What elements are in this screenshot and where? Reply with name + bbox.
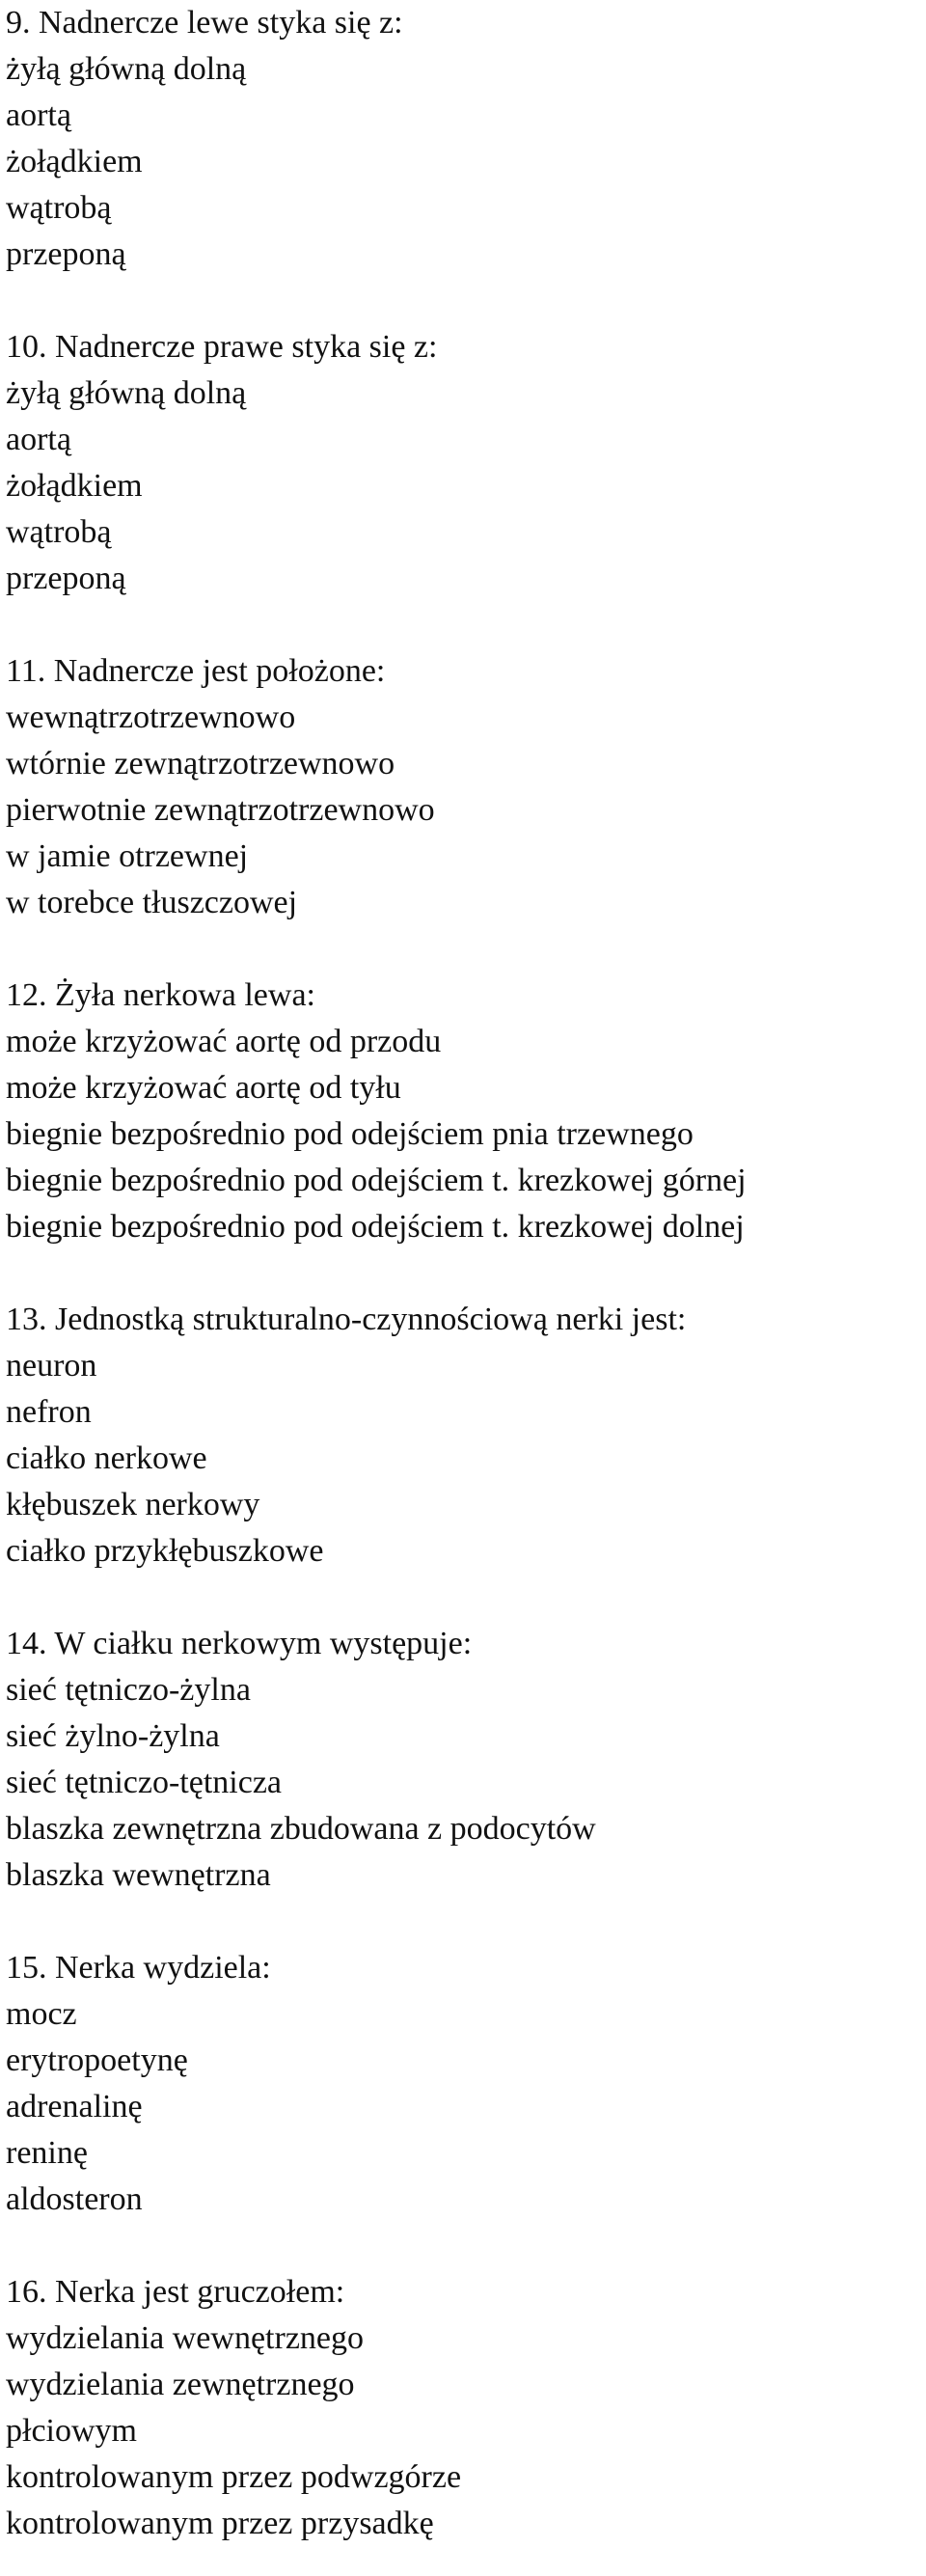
question-16-option-3: płciowym: [6, 2413, 137, 2449]
question-13-option-3: ciałko nerkowe: [6, 1440, 207, 1476]
question-9-option-4: wątrobą: [6, 190, 112, 226]
question-14-option-4: blaszka zewnętrzna zbudowana z podocytów: [6, 1811, 596, 1847]
question-10-option-4: wątrobą: [6, 514, 112, 550]
question-15-option-1: mocz: [6, 1996, 77, 2032]
question-10-option-1: żyłą główną dolną: [6, 375, 247, 411]
question-16-option-2: wydzielania zewnętrznego: [6, 2367, 355, 2402]
question-9-option-2: aortą: [6, 97, 71, 133]
question-16-option-5: kontrolowanym przez przysadkę: [6, 2506, 434, 2541]
question-15-option-4: reninę: [6, 2135, 88, 2171]
question-16-option-1: wydzielania wewnętrznego: [6, 2320, 364, 2356]
question-15-option-2: erytropoetynę: [6, 2042, 188, 2078]
question-13-prompt: 13. Jednostką strukturalno-czynnościową nerki jest:: [6, 1302, 687, 1337]
question-16-prompt: 16. Nerka jest gruczołem:: [6, 2274, 345, 2310]
question-13-option-4: kłębuszek nerkowy: [6, 1487, 260, 1522]
question-14-prompt: 14. W ciałku nerkowym występuje:: [6, 1626, 473, 1661]
question-15-option-5: aldosteron: [6, 2181, 143, 2217]
question-14-option-3: sieć tętniczo-tętnicza: [6, 1765, 282, 1800]
question-9-prompt: 9. Nadnercze lewe styka się z:: [6, 5, 403, 41]
question-10-option-2: aortą: [6, 422, 71, 457]
question-13-option-2: nefron: [6, 1394, 92, 1430]
question-11-option-1: wewnątrzotrzewnowo: [6, 699, 296, 735]
question-11-prompt: 11. Nadnercze jest położone:: [6, 653, 386, 689]
question-11-option-3: pierwotnie zewnątrzotrzewnowo: [6, 792, 435, 828]
question-13-option-1: neuron: [6, 1348, 97, 1384]
question-10-prompt: 10. Nadnercze prawe styka się z:: [6, 329, 438, 365]
question-14-option-1: sieć tętniczo-żylna: [6, 1672, 251, 1708]
question-9-option-5: przeponą: [6, 236, 126, 272]
question-10-option-3: żołądkiem: [6, 468, 143, 504]
question-9-option-1: żyłą główną dolną: [6, 51, 247, 87]
question-16-option-4: kontrolowanym przez podwzgórze: [6, 2459, 462, 2495]
question-11-option-5: w torebce tłuszczowej: [6, 885, 298, 920]
question-11-option-4: w jamie otrzewnej: [6, 838, 249, 874]
question-11-option-2: wtórnie zewnątrzotrzewnowo: [6, 746, 395, 781]
question-12-option-4: biegnie bezpośrednio pod odejściem t. krezkowej górnej: [6, 1163, 747, 1198]
question-12-option-1: może krzyżować aortę od przodu: [6, 1024, 442, 1059]
question-13-option-5: ciałko przykłębuszkowe: [6, 1533, 324, 1569]
question-12-option-2: może krzyżować aortę od tyłu: [6, 1070, 401, 1106]
question-12-prompt: 12. Żyła nerkowa lewa:: [6, 977, 315, 1013]
question-12-option-5: biegnie bezpośrednio pod odejściem t. krezkowej dolnej: [6, 1209, 745, 1245]
question-9-option-3: żołądkiem: [6, 144, 143, 179]
question-10-option-5: przeponą: [6, 561, 126, 596]
question-15-option-3: adrenalinę: [6, 2089, 143, 2124]
question-14-option-2: sieć żylno-żylna: [6, 1718, 220, 1754]
question-12-option-3: biegnie bezpośrednio pod odejściem pnia trzewnego: [6, 1116, 694, 1152]
question-14-option-5: blaszka wewnętrzna: [6, 1857, 271, 1893]
question-15-prompt: 15. Nerka wydziela:: [6, 1950, 271, 1986]
